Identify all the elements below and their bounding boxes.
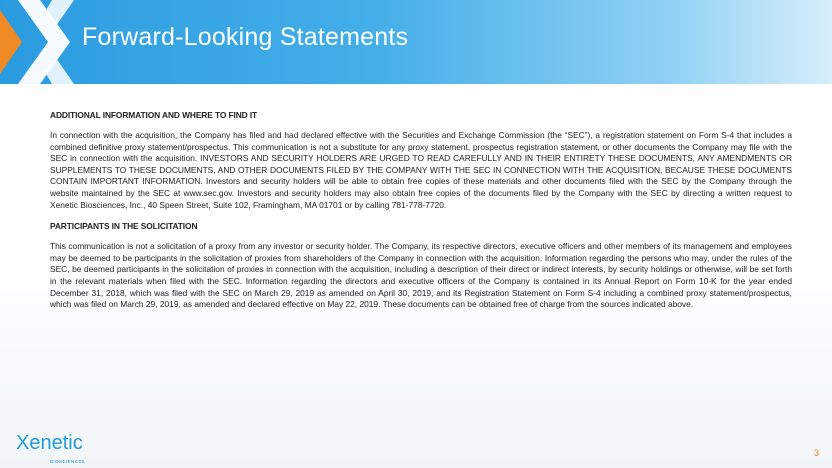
logo-subtitle: BIOSCIENCES xyxy=(50,459,86,464)
section-heading: PARTICIPANTS IN THE SOLICITATION xyxy=(50,221,198,232)
header-banner xyxy=(0,0,832,84)
page-title: Forward-Looking Statements xyxy=(82,23,409,51)
section-paragraph: In connection with the acquisition, the Company has filed and had declared effective with the Securities and Exchange Commission (the “SEC”), a registration statement on Form S-4 that includes a combined definitive proxy statement/prospectus. This communication is not a substitute for any proxy statement, prospectus registration statement, or other documents the Company may file with the SEC in connection with the acquisition. INVESTORS AND SECURITY HOLDERS ARE URGED TO READ CAREFULLY AND IN THEIR ENTIRETY THESE DOCUMENTS, ANY AMENDMENTS OR SUPPLEMENTS TO THESE DOCUMENTS, AND OTHER DOCUMENTS FILED BY THE COMPANY WITH THE SEC IN CONNECTION WITH THE ACQUISITION, BECAUSE THESE DOCUMENTS CONTAIN IMPORTANT INFORMATION. Investors and security holders will be able to obtain free copies of these materials and other documents filed with the SEC by the Company through the website maintained by the SEC at www.sec.gov. Investors and security holders may also obtain free copies of the documents filed by the Company with the SEC by directing a written request to Xenetic Biosciences, Inc., 40 Speen Street, Suite 102, Framingham, MA 01701 or by calling 781-778-7720. xyxy=(50,130,792,210)
page-number: 3 xyxy=(813,448,819,458)
document-body xyxy=(50,110,792,321)
section-heading: ADDITIONAL INFORMATION AND WHERE TO FIND IT xyxy=(50,110,258,120)
company-logo xyxy=(2,432,92,466)
section-paragraph: This communication is not a solicitation of a proxy from any investor or security holder. The Company, its respective directors, executive officers and other members of its management and employees may be deemed to be participants in the solicitation of proxies from shareholders of the Company in connection with the acquisition. Information regarding the persons who may, under the rules of the SEC, be deemed participants in the solicitation of proxies in connection with the acquisition, including a description of their direct or indirect interests, by security holdings or otherwise, will be set forth in the relevant materials when filed with the SEC. Information regarding the directors and executive officers of the Company is contained in its Annual Report on Form 10-K for the year ended December 31, 2018, which was filed with the SEC on March 29, 2019 as amended on April 30, 2019, and its Registration Statement on Form S-4 including a combined proxy statement/prospectus, which was filed on March 29, 2019, as amended and declared effective on May 22, 2019. These documents can be obtained free of charge from the sources indicated above. xyxy=(50,241,792,310)
logo-wordmark: Xenetic xyxy=(16,432,83,454)
